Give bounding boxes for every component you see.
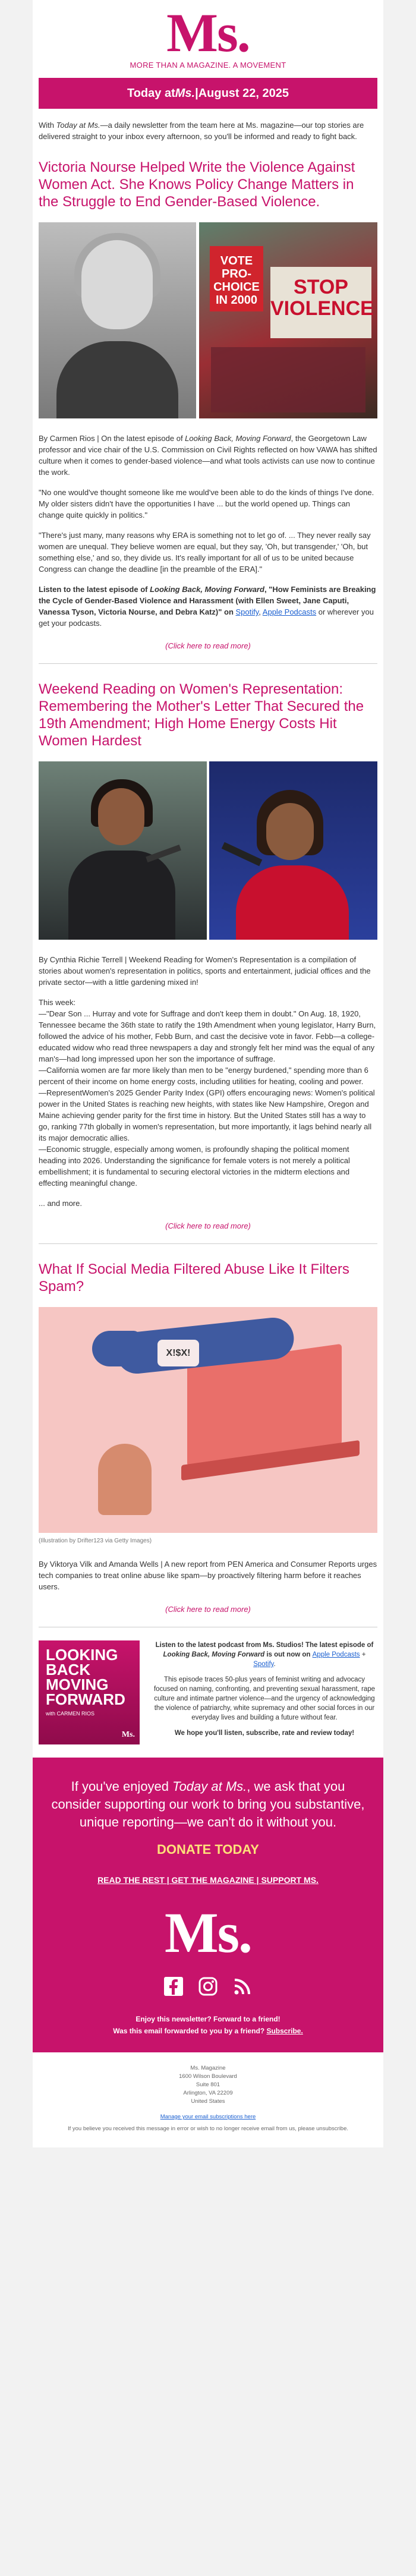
rss-icon[interactable] <box>232 1976 253 1996</box>
article-1-read-more[interactable]: (Click here to read more) <box>165 641 251 650</box>
speaker-photo-left <box>39 761 207 940</box>
footer-links[interactable]: READ THE REST | GET THE MAGAZINE | SUPPORT MS. <box>97 1875 319 1885</box>
article-3-read-more[interactable]: (Click here to read more) <box>165 1605 251 1614</box>
article-1 <box>33 142 383 663</box>
podcast-cta: We hope you'll listen, subscribe, rate and review today! <box>174 1730 355 1737</box>
ms-logo[interactable]: Ms. <box>166 2 250 63</box>
subscribe-line: Was this email forwarded to you by a friend? Subscribe. <box>113 2027 303 2035</box>
portrait-photo <box>39 222 196 418</box>
protest-sign-vote: VOTE PRO-CHOICE IN 2000 <box>210 246 263 311</box>
article-2-title[interactable]: Weekend Reading on Women's Representation: Remembering the Mother's Letter That Secured the 19th Amendment; High Home Energy Costs Hit Women Hardest <box>39 681 364 749</box>
facebook-icon[interactable] <box>163 1976 184 1996</box>
article-2-read-more[interactable]: (Click here to read more) <box>165 1221 251 1230</box>
podcast-cover-title: LOOKING BACK MOVING FORWARD <box>46 1646 125 1708</box>
masthead <box>33 0 383 78</box>
article-2-body <box>39 940 377 1209</box>
donate-button[interactable]: DONATE TODAY <box>157 1842 259 1857</box>
newsletter <box>33 0 383 2147</box>
podcast-intro: Listen to the latest podcast from Ms. Studios! The latest episode of Looking Back, Moving Forward is out now on Apple Podcasts + Spotify. <box>155 1642 374 1668</box>
support-pitch: If you've enjoyed Today at Ms., we ask that you consider supporting our work to bring you substantive, unique reporting—we can't do it without you. <box>51 1779 365 1829</box>
article-1-listen: Listen to the latest episode of Looking Back, Moving Forward, "How Feminists are Breaking the Cycle of Gender-Based Violence and Harassment (with Ellen Sweet, Jane Caputi, Vanessa Tyson, Victoria Nourse, and Debra Katz)" on Spotify, Apple Podcasts or wherever you get your podcasts. <box>39 585 376 628</box>
podcast-cover-host: with CARMEN RIOS <box>46 1711 95 1717</box>
intro-post: —a daily newsletter from the team here at Ms. magazine—our top stories are delivered straight to your inbox every afternoon, so you'll be informed and ready to fight back. <box>39 121 364 141</box>
intro-pre: With <box>39 121 56 130</box>
article-2-photo[interactable] <box>39 761 377 940</box>
article-3-illustration[interactable] <box>39 1307 377 1533</box>
forward-text <box>45 2013 371 2037</box>
podcast-spotify-link[interactable]: Spotify <box>253 1661 274 1668</box>
article-1-photo[interactable] <box>39 222 377 418</box>
tagline: MORE THAN A MAGAZINE. A MOVEMENT <box>130 61 286 70</box>
abuse-speech-bubble: X!$X! <box>157 1340 199 1366</box>
subscribe-link[interactable]: Subscribe. <box>266 2027 303 2035</box>
address-line: Suite 801 <box>196 2081 220 2088</box>
instagram-icon[interactable] <box>198 1976 218 1996</box>
address-line: United States <box>191 2098 225 2105</box>
address-line: Arlington, VA 22209 <box>183 2090 233 2096</box>
article-1-quote-1: "No one would've thought someone like me would've been able to do the kinds of things I've done. My older sisters didn't have the opportunities I have ... but the world opened up. Things can change quite quickly in politics." <box>39 488 374 519</box>
mailing-address <box>33 2052 383 2147</box>
article-1-title[interactable]: Victoria Nourse Helped Write the Violence Against Women Act. She Knows Policy Change Matters in the Struggle to End Gender-Based Violence. <box>39 159 355 210</box>
datebar-brand: Ms. <box>175 86 196 100</box>
illustration-caption: (Illustration by Drifter123 via Getty Images) <box>39 1538 152 1544</box>
podcast-description: This episode traces 50-plus years of feminist writing and advocacy focused on naming, confronting, and preventing sexual harassment, rape culture and intimate partner violence—and the urgency of acknowledging the violence of patriarchy, white supremacy and other social forces in our everyday lives and building a future without fear. <box>153 1676 376 1721</box>
article-3-body <box>39 1544 377 1592</box>
article-1-quote-2: "There's just many, many reasons why ERA is something not to let go of. ... They never really say women are unequal. They believe women are equal, but they say, 'Oh, but transgender,' 'Oh, but something else,' and so, they divide us. It's really important for all of us to be united because Congress can change the deadline [in the preamble of the ERA]." <box>39 531 371 574</box>
unsubscribe-text[interactable]: If you believe you received this message in error or wish to no longer receive email from us, please unsubscribe. <box>67 2125 349 2132</box>
article-3-byline: By Viktorya Vilk and Amanda Wells | A new report from PEN America and Consumer Reports urges tech companies to treat online abuse like spam—by proactively filtering harm before it reaches users. <box>39 1560 377 1591</box>
datebar-date: August 22, 2025 <box>198 86 289 100</box>
podcast-apple-link[interactable]: Apple Podcasts <box>312 1651 360 1658</box>
intro-brand: Today at Ms. <box>56 121 100 130</box>
article-2-list: This week: —"Dear Son ... Hurray and vote for Suffrage and don't keep them in doubt." On Aug. 18, 1920, Tennessee became the 36th state to ratify the 19th Amendment when young legislator, Harry Burn, followed the advice of his mother, Febb Burn, and cast the decisive vote in favor. Febb—a college-educated widow who read three newspapers a day and strongly felt her mind was the equal of any man's—had long impressed upon her son the importance of suffrage. —California women are far more likely than men to be "energy burdened," spending more than 6 percent of their income on home energy costs, including utilities for heating, cooling and power. —RepresentWomen's 2025 Gender Parity Index (GPI) offers encouraging news: Women's political power in the United States is reaching new heights, with states like New Hampshire, Oregon and Maine achieving gender parity for the first time in history. But the United States still has a way to go, ranking 77th globally in women's representation, but more importantly, it lags behind nearly all its major democratic allies. —Economic struggle, especially among women, is profoundly shaping the political moment heading into 2026. Understanding the significance for female voters is not merely a political embellishment; it is fundamental to securing electoral victories in the midterm elections and effecting meaningful change. <box>39 998 376 1188</box>
article-1-body <box>39 418 377 629</box>
article-2-andmore: ... and more. <box>39 1199 82 1208</box>
protest-sign-stop-violence: STOP VIOLENCE <box>270 267 371 338</box>
support-footer <box>33 1758 383 2052</box>
social-links <box>45 1976 371 1996</box>
datebar-prefix: Today at <box>127 86 175 100</box>
address-line: 1600 Wilson Boulevard <box>179 2073 237 2080</box>
spotify-link[interactable]: Spotify <box>235 607 259 616</box>
footer-logo[interactable]: Ms. <box>165 1901 251 1964</box>
datebar-sep: | <box>195 86 198 100</box>
protest-photo <box>199 222 377 418</box>
article-3-title[interactable]: What If Social Media Filtered Abuse Like It Filters Spam? <box>39 1261 349 1295</box>
date-banner <box>39 78 377 109</box>
article-3 <box>33 1244 383 1627</box>
person-figure <box>98 1444 152 1515</box>
apple-podcasts-link[interactable]: Apple Podcasts <box>262 607 317 616</box>
podcast-text <box>140 1640 377 1744</box>
speaker-photo-right <box>209 761 377 940</box>
article-2-byline: By Cynthia Richie Terrell | Weekend Reading for Women's Representation is a compilation of stories about women's representation in politics, sports and entertainment, judicial offices and the private sector—with a little gardening mixed in! <box>39 955 371 987</box>
manage-subscriptions-link[interactable]: Manage your email subscriptions here <box>160 2114 256 2120</box>
intro-text <box>33 109 383 142</box>
podcast-promo <box>33 1627 383 1758</box>
podcast-cover-brand: Ms. <box>121 1730 135 1739</box>
article-1-byline: By Carmen Rios | On the latest episode of Looking Back, Moving Forward, the Georgetown Law professor and vice chair of the U.S. Commission on Civil Rights reflected on how VAWA has shifted culture when it comes to gender-based violence—and what tools activists can use now to continue the work. <box>39 434 377 477</box>
podcast-cover[interactable] <box>39 1640 140 1744</box>
article-2 <box>33 664 383 1243</box>
address-line: Ms. Magazine <box>190 2065 226 2071</box>
forward-line: Enjoy this newsletter? Forward to a friend! <box>135 2015 281 2023</box>
